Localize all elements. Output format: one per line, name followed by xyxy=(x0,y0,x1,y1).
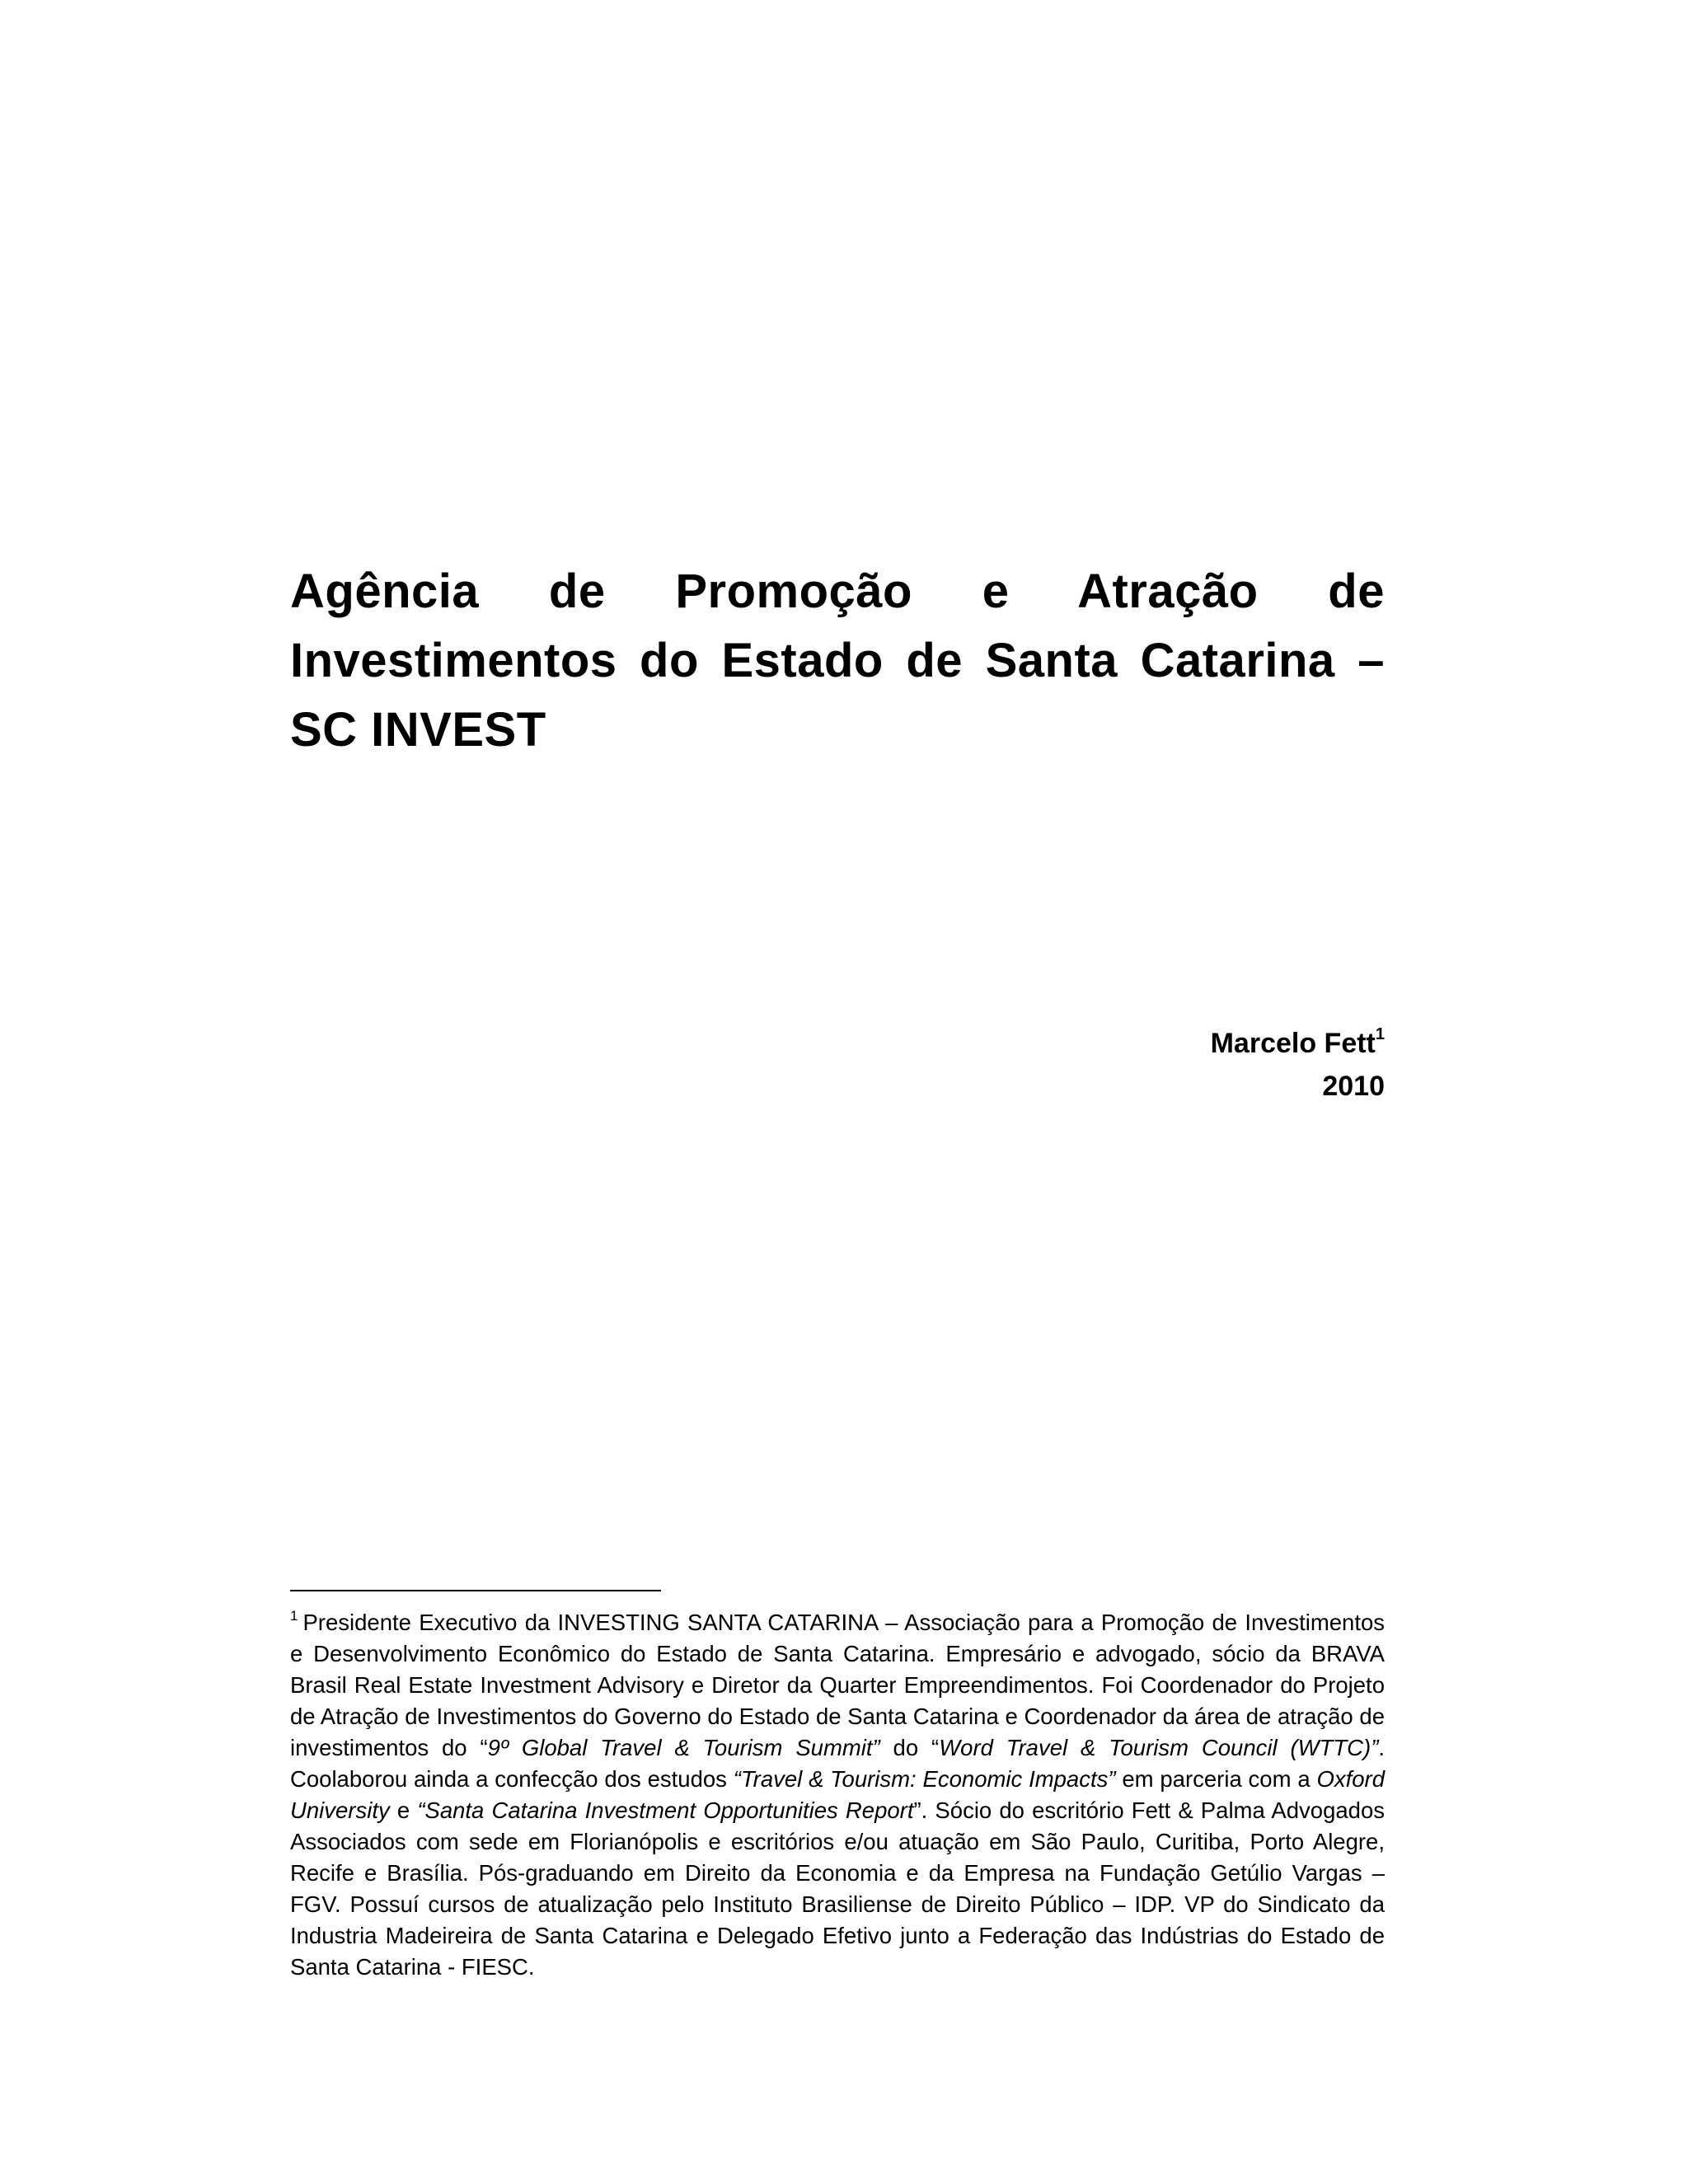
footnote-italic-wttc: Word Travel & Tourism Council (WTTC)” xyxy=(939,1735,1379,1760)
author-name: Marcelo Fett xyxy=(1210,1028,1376,1059)
title-line-1: Agência de Promoção e Atração de xyxy=(290,565,1385,618)
footnote-marker: 1 xyxy=(290,1608,298,1624)
footnote-italic-oxford: Oxford University xyxy=(290,1766,1385,1823)
document-title xyxy=(290,557,1385,765)
footnote-italic-study: “Travel & Tourism: Economic Impacts” xyxy=(733,1766,1116,1792)
footnote-text-part: do “ xyxy=(879,1735,940,1760)
footnote-text-part: . Coolaborou ainda a confecção dos estudos xyxy=(290,1735,1385,1792)
footnote-italic-summit: 9º Global Travel & Tourism Summit” xyxy=(487,1735,880,1760)
footnote-text-part: e xyxy=(389,1797,418,1823)
title-line-2: Investimentos do Estado de Santa Catarina – xyxy=(290,634,1385,687)
author-line xyxy=(989,1022,1385,1065)
footnote-divider xyxy=(290,1590,661,1591)
title-line-3: SC INVEST xyxy=(290,703,546,757)
publication-year: 2010 xyxy=(1322,1071,1385,1102)
footnote-text-part: em parceria com a xyxy=(1115,1766,1317,1792)
author-block xyxy=(989,1022,1385,1108)
footnote-italic-report: “Santa Catarina Investment Opportunities Report xyxy=(417,1797,914,1823)
footnote-text-part: ”. Sócio do escritório Fett & Palma Advogados Associados com sede em Florianópolis e escritórios e/ou atuação em São Paulo, Curitiba, Porto Alegre, Recife e Brasília. Pós-graduando em Direito da Economia e da Empresa na Fundação Getúlio Vargas – FGV. Possuí cursos de atualização pelo Instituto Brasiliense de Direito Público – IDP. VP do Sindicato da Industria Madeireira de Santa Catarina e Delegado Efetivo junto a Federação das Indústrias do Estado de Santa Catarina - FIESC. xyxy=(290,1797,1385,1980)
author-footnote-ref: 1 xyxy=(1375,1025,1385,1043)
footnote xyxy=(290,1607,1385,1983)
footnote-text-part: Presidente Executivo da INVESTING SANTA CATARINA – Associação para a Promoção de Investimentos e Desenvolvimento Econômico do Estado de Santa Catarina. Empresário e advogado, sócio da BRAVA Brasil Real Estate Investment Advisory e Diretor da Quarter Empreendimentos. Foi Coordenador do Projeto de Atração de Investimentos do Governo do Estado de Santa Catarina e Coordenador da área de atração de investimentos do “ xyxy=(290,1610,1385,1760)
